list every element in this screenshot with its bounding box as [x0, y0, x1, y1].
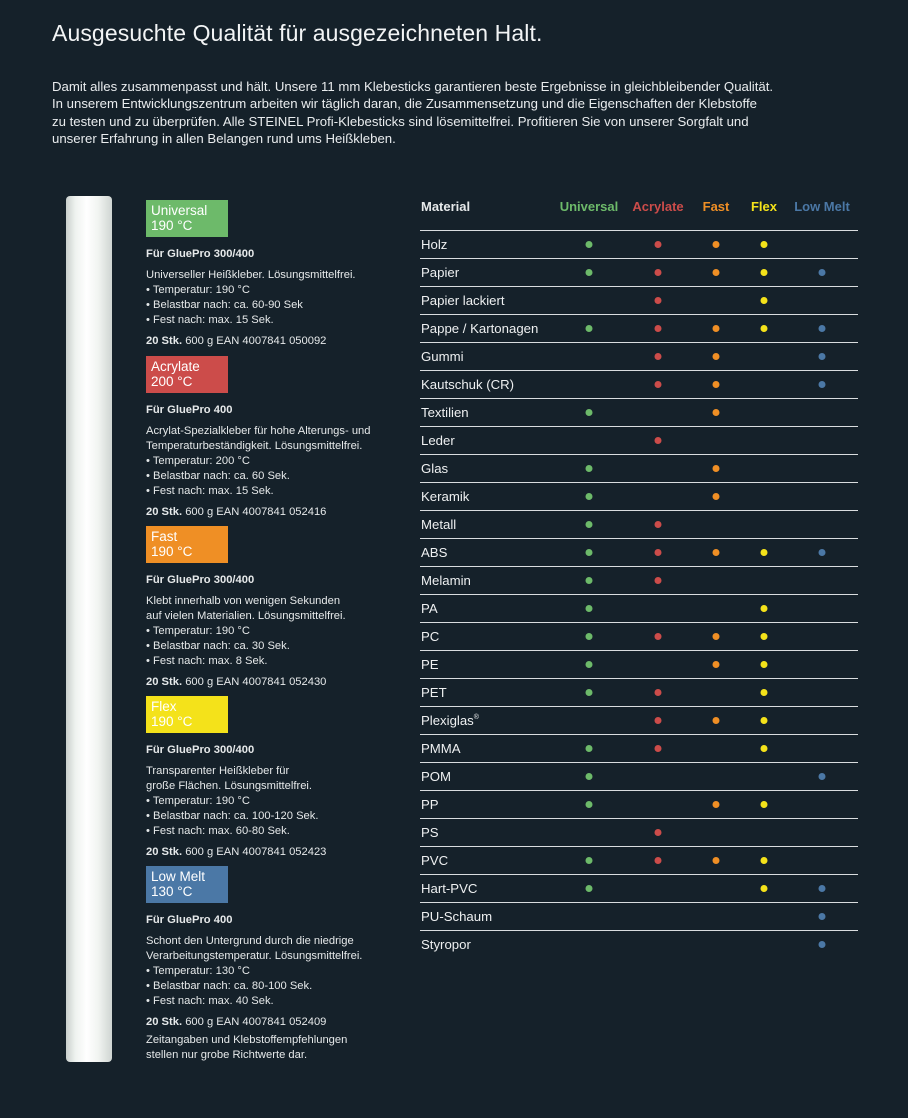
suitability-dot-low-melt — [819, 353, 826, 360]
table-row — [420, 847, 858, 875]
suitability-dot-fast — [713, 549, 720, 556]
suitability-dot-fast — [713, 661, 720, 668]
product-temp: 190 °C — [151, 714, 193, 729]
table-header — [420, 194, 858, 231]
material-name — [421, 881, 477, 896]
material-name — [421, 545, 447, 560]
material-name — [421, 265, 459, 280]
table-body — [420, 231, 858, 958]
product-temp: 130 °C — [151, 884, 193, 899]
material-name — [421, 433, 455, 448]
product-ean-text: 600 g EAN 4007841 052423 — [185, 846, 327, 858]
product-badge — [146, 526, 228, 563]
intro-text — [52, 78, 842, 147]
table-row — [420, 287, 858, 315]
product-universal — [146, 200, 406, 349]
material-name — [421, 629, 439, 644]
suitability-dot-acrylate — [655, 857, 662, 864]
table-row — [420, 259, 858, 287]
product-line: • Fest nach: max. 40 Sek. — [146, 995, 274, 1007]
suitability-dot-acrylate — [655, 549, 662, 556]
product-temp: 190 °C — [151, 544, 193, 559]
table-row — [420, 567, 858, 595]
product-ean — [146, 1015, 406, 1030]
suitability-dot-flex — [761, 549, 768, 556]
suitability-dot-flex — [761, 661, 768, 668]
suitability-dot-flex — [761, 885, 768, 892]
product-badge — [146, 200, 228, 237]
product-badge — [146, 696, 228, 733]
material-name — [421, 909, 492, 924]
table-row — [420, 735, 858, 763]
suitability-dot-fast — [713, 633, 720, 640]
suitability-dot-universal — [586, 465, 593, 472]
table-row — [420, 875, 858, 903]
material-name-text: ABS — [421, 545, 448, 560]
suitability-dot-flex — [761, 857, 768, 864]
suitability-dot-acrylate — [655, 521, 662, 528]
product-info — [146, 743, 406, 860]
column-header-fast: Fast — [702, 199, 730, 214]
material-name-text: Glas — [421, 461, 449, 476]
suitability-dot-fast — [713, 717, 720, 724]
column-header-low-melt: Low Melt — [794, 199, 850, 214]
column-header-material: Material — [421, 199, 471, 214]
material-name-text: PET — [421, 685, 447, 700]
product-line: • Temperatur: 190 °C — [146, 795, 250, 807]
table-row — [420, 763, 858, 791]
product-model: Für GluePro 300/400 — [146, 574, 255, 586]
product-ean — [146, 334, 406, 349]
product-line: Acrylat-Spezialkleber für hohe Alterungs- und — [146, 425, 371, 437]
material-name-text: Styropor — [421, 937, 471, 952]
suitability-dot-acrylate — [655, 269, 662, 276]
column-header-acrylate: Acrylate — [632, 199, 684, 214]
material-name — [421, 685, 447, 700]
product-qty: 20 Stk. — [146, 506, 183, 518]
material-name-text: PC — [421, 629, 440, 644]
suitability-dot-fast — [713, 857, 720, 864]
suitability-dot-flex — [761, 269, 768, 276]
table-row — [420, 819, 858, 847]
material-name-text: Hart-PVC — [421, 881, 478, 896]
material-name-text: Pappe / Kartonagen — [421, 321, 539, 336]
suitability-dot-fast — [713, 801, 720, 808]
material-name-text: Textilien — [421, 405, 469, 420]
product-qty: 20 Stk. — [146, 335, 183, 347]
product-flex — [146, 696, 406, 860]
material-name — [421, 853, 448, 868]
suitability-dot-low-melt — [819, 549, 826, 556]
product-line: • Temperatur: 130 °C — [146, 965, 250, 977]
product-qty: 20 Stk. — [146, 1016, 183, 1028]
product-model: Für GluePro 300/400 — [146, 248, 255, 260]
material-name — [421, 825, 439, 840]
suitability-dot-acrylate — [655, 297, 662, 304]
suitability-dot-low-melt — [819, 269, 826, 276]
suitability-dot-acrylate — [655, 577, 662, 584]
material-name-text: PMMA — [421, 741, 461, 756]
product-low-melt — [146, 866, 406, 1030]
suitability-dot-fast — [713, 465, 720, 472]
footnote-line: Zeitangaben und Klebstoffempfehlungen — [146, 1034, 348, 1046]
suitability-dot-fast — [713, 325, 720, 332]
product-line: Klebt innerhalb von wenigen Sekunden — [146, 595, 341, 607]
suitability-dot-acrylate — [655, 633, 662, 640]
product-name: Low Melt — [151, 869, 206, 884]
material-name-text: PA — [421, 601, 438, 616]
product-info — [146, 403, 406, 520]
suitability-dot-flex — [761, 325, 768, 332]
suitability-dot-fast — [713, 269, 720, 276]
product-line: große Flächen. Lösungsmittelfrei. — [146, 780, 313, 792]
intro-line: Damit alles zusammenpasst und hält. Unsere 11 mm Klebesticks garantieren beste Ergebnisse in gleichbleibender Qualität. — [52, 79, 774, 94]
product-line: • Belastbar nach: ca. 60 Sek. — [146, 470, 290, 482]
table-row — [420, 623, 858, 651]
material-name-text: Keramik — [421, 489, 470, 504]
material-name-text: Metall — [421, 517, 457, 532]
suitability-dot-acrylate — [655, 325, 662, 332]
suitability-dot-universal — [586, 885, 593, 892]
material-name-text: PP — [421, 797, 439, 812]
suitability-dot-acrylate — [655, 437, 662, 444]
table-row — [420, 651, 858, 679]
product-temp: 200 °C — [151, 374, 193, 389]
product-name: Acrylate — [151, 359, 200, 374]
product-line: • Belastbar nach: ca. 30 Sek. — [146, 640, 290, 652]
product-model: Für GluePro 400 — [146, 914, 233, 926]
product-model: Für GluePro 300/400 — [146, 744, 255, 756]
material-name — [421, 573, 471, 588]
material-name — [421, 349, 464, 364]
table-row — [420, 707, 858, 735]
product-info — [146, 913, 406, 1030]
suitability-dot-acrylate — [655, 353, 662, 360]
product-acrylate — [146, 356, 406, 520]
suitability-dot-universal — [586, 745, 593, 752]
column-header-flex: Flex — [750, 199, 778, 214]
suitability-dot-flex — [761, 297, 768, 304]
material-table — [420, 194, 858, 958]
material-name — [421, 489, 469, 504]
intro-line: In unserem Entwicklungszentrum arbeiten wir täglich daran, die Zusammensetzung und die Eigenschaften der Klebstoffe — [52, 96, 757, 112]
product-temp: 190 °C — [151, 218, 193, 233]
product-name: Universal — [151, 203, 208, 218]
product-ean — [146, 505, 406, 520]
material-name-text: POM — [421, 769, 452, 784]
suitability-dot-acrylate — [655, 745, 662, 752]
table-row — [420, 595, 858, 623]
table-row — [420, 427, 858, 455]
suitability-dot-acrylate — [655, 717, 662, 724]
suitability-dot-fast — [713, 409, 720, 416]
suitability-dot-universal — [586, 325, 593, 332]
table-row — [420, 903, 858, 931]
suitability-dot-low-melt — [819, 381, 826, 388]
suitability-dot-low-melt — [819, 941, 826, 948]
product-ean-text: 600 g EAN 4007841 052409 — [185, 1016, 327, 1028]
product-line: • Temperatur: 190 °C — [146, 284, 250, 296]
product-line: auf vielen Materialien. Lösungsmittelfrei. — [146, 610, 346, 622]
table-row — [420, 679, 858, 707]
product-qty: 20 Stk. — [146, 846, 183, 858]
table-row — [420, 511, 858, 539]
table-row — [420, 791, 858, 819]
suitability-dot-acrylate — [655, 241, 662, 248]
material-name — [421, 601, 438, 616]
suitability-dot-fast — [713, 353, 720, 360]
product-line: • Fest nach: max. 15 Sek. — [146, 485, 274, 497]
suitability-dot-universal — [586, 605, 593, 612]
material-name-text: PU-Schaum — [421, 909, 493, 924]
material-name — [421, 237, 447, 252]
suitability-dot-fast — [713, 493, 720, 500]
material-name — [421, 937, 471, 952]
table-row — [420, 483, 858, 511]
table-row — [420, 231, 858, 259]
suitability-dot-flex — [761, 633, 768, 640]
material-name — [421, 769, 451, 784]
intro-line: unserer Erfahrung in allen Belangen rund ums Heißkleben. — [52, 130, 396, 146]
product-line: Schont den Untergrund durch die niedrige — [146, 935, 354, 947]
suitability-dot-universal — [586, 549, 593, 556]
product-qty: 20 Stk. — [146, 676, 183, 688]
suitability-dot-flex — [761, 605, 768, 612]
product-line: Temperaturbeständigkeit. Lösungsmittelfrei. — [146, 440, 363, 452]
page-title: Ausgesuchte Qualität für ausgezeichneten Halt. — [52, 20, 543, 46]
table-row — [420, 315, 858, 343]
suitability-dot-universal — [586, 409, 593, 416]
material-name-text: Leder — [421, 433, 455, 448]
material-name-text: Kautschuk (CR) — [421, 377, 515, 392]
table-row — [420, 399, 858, 427]
suitability-dot-fast — [713, 241, 720, 248]
product-model: Für GluePro 400 — [146, 404, 233, 416]
product-line: Universeller Heißkleber. Lösungsmittelfrei. — [146, 269, 356, 281]
material-name — [421, 713, 479, 728]
suitability-dot-universal — [586, 661, 593, 668]
product-ean-text: 600 g EAN 4007841 050092 — [185, 335, 327, 347]
table-row — [420, 371, 858, 399]
product-line: Verarbeitungstemperatur. Lösungsmittelfrei. — [146, 950, 363, 962]
suitability-dot-universal — [586, 521, 593, 528]
suitability-dot-universal — [586, 857, 593, 864]
suitability-dot-acrylate — [655, 689, 662, 696]
material-name — [421, 797, 439, 812]
suitability-dot-universal — [586, 773, 593, 780]
product-ean-text: 600 g EAN 4007841 052430 — [185, 676, 327, 688]
suitability-dot-flex — [761, 241, 768, 248]
suitability-dot-flex — [761, 801, 768, 808]
suitability-dot-acrylate — [655, 381, 662, 388]
suitability-dot-flex — [761, 745, 768, 752]
table-row — [420, 343, 858, 371]
product-line: • Belastbar nach: ca. 60-90 Sek — [146, 299, 303, 311]
product-line: Transparenter Heißkleber für — [146, 765, 290, 777]
registered-mark: ® — [473, 714, 479, 721]
material-name-text: Plexiglas — [421, 713, 474, 728]
column-header-universal: Universal — [559, 199, 619, 214]
suitability-dot-universal — [586, 241, 593, 248]
suitability-dot-universal — [586, 493, 593, 500]
product-line: • Temperatur: 190 °C — [146, 625, 250, 637]
suitability-dot-universal — [586, 801, 593, 808]
material-name-text: PS — [421, 825, 439, 840]
table-row — [420, 931, 858, 958]
product-line: • Temperatur: 200 °C — [146, 455, 250, 467]
material-name — [421, 405, 469, 420]
suitability-dot-fast — [713, 381, 720, 388]
material-name — [421, 293, 505, 308]
table-row — [420, 539, 858, 567]
material-name-text: Melamin — [421, 573, 471, 588]
suitability-dot-universal — [586, 269, 593, 276]
material-name — [421, 741, 461, 756]
material-name-text: Papier lackiert — [421, 293, 505, 308]
product-info — [146, 247, 406, 349]
material-name — [421, 377, 514, 392]
suitability-dot-universal — [586, 633, 593, 640]
footnote — [146, 1033, 406, 1063]
glue-stick-image — [66, 196, 112, 1062]
suitability-dot-low-melt — [819, 325, 826, 332]
footnote-line: stellen nur grobe Richtwerte dar. — [146, 1049, 308, 1061]
suitability-dot-acrylate — [655, 829, 662, 836]
material-name-text: PVC — [421, 853, 449, 868]
suitability-dot-low-melt — [819, 885, 826, 892]
product-line: • Fest nach: max. 60-80 Sek. — [146, 825, 290, 837]
table-row — [420, 455, 858, 483]
product-name: Fast — [151, 529, 178, 544]
material-name-text: Papier — [421, 265, 460, 280]
material-name-text: Holz — [421, 237, 448, 252]
material-name — [421, 321, 538, 336]
material-name — [421, 461, 448, 476]
product-badge — [146, 866, 228, 903]
suitability-dot-flex — [761, 689, 768, 696]
product-ean — [146, 675, 406, 690]
product-fast — [146, 526, 406, 690]
material-name — [421, 517, 456, 532]
material-name — [421, 657, 439, 672]
suitability-dot-universal — [586, 577, 593, 584]
suitability-dot-low-melt — [819, 773, 826, 780]
product-line: • Fest nach: max. 15 Sek. — [146, 314, 274, 326]
suitability-dot-low-melt — [819, 913, 826, 920]
suitability-dot-flex — [761, 717, 768, 724]
product-line: • Belastbar nach: ca. 80-100 Sek. — [146, 980, 313, 992]
product-badge — [146, 356, 228, 393]
product-info — [146, 573, 406, 690]
product-line: • Belastbar nach: ca. 100-120 Sek. — [146, 810, 319, 822]
product-ean — [146, 845, 406, 860]
product-line: • Fest nach: max. 8 Sek. — [146, 655, 268, 667]
product-name: Flex — [151, 699, 177, 714]
product-ean-text: 600 g EAN 4007841 052416 — [185, 506, 327, 518]
material-name-text: PE — [421, 657, 439, 672]
intro-line: zu testen und zu überprüfen. Alle STEINEL Profi-Klebesticks sind lösemittelfrei. Profitieren Sie von unserer Sorgfalt und — [52, 113, 749, 129]
suitability-dot-universal — [586, 689, 593, 696]
material-name-text: Gummi — [421, 349, 464, 364]
